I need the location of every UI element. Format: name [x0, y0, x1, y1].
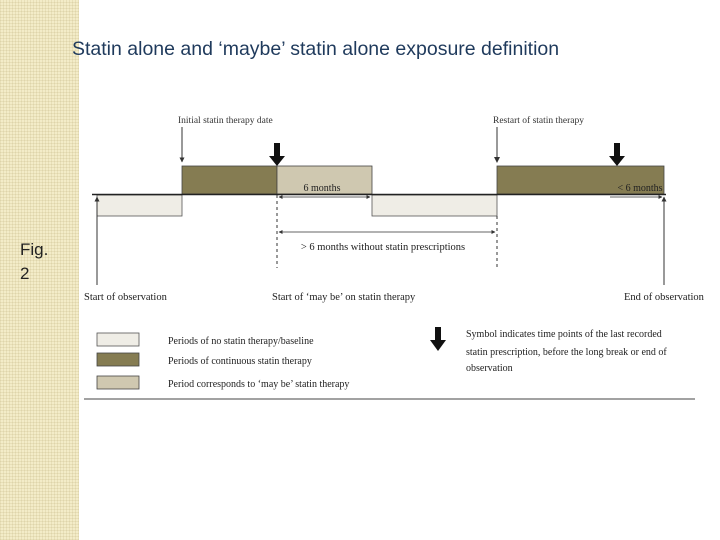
legend-maybe-label: Period corresponds to ‘may be’ statin therapy [168, 379, 350, 390]
restart-therapy-label: Restart of statin therapy [493, 116, 585, 126]
restart-pointer-head [494, 157, 500, 163]
legend-swatch-maybe [97, 376, 139, 389]
continuous-statin-period-1 [182, 166, 277, 194]
legend-swatch-no-statin [97, 333, 139, 346]
legend-arrow-icon [430, 327, 446, 351]
six-months-label: 6 months [303, 183, 341, 194]
legend-symbol-text-line1: Symbol indicates time points of the last recorded [466, 329, 662, 340]
slide-title: Statin alone and ‘maybe’ statin alone exposure definition [72, 38, 560, 60]
start-maybe-label: Start of ‘may be’ on statin therapy [272, 292, 416, 303]
legend-symbol-text-line3: observation [466, 363, 513, 374]
gap-duration-label: > 6 months without statin prescriptions [300, 242, 466, 253]
figure-label: Fig. 2 [20, 240, 49, 283]
end-observation-label: End of observation [624, 292, 704, 303]
legend [97, 327, 667, 390]
last-prescription-arrow-icon [269, 143, 285, 166]
legend-symbol-text-line2: statin prescription, before the long break or end of [466, 347, 667, 358]
legend-swatch-continuous [97, 353, 139, 366]
no-statin-gap-bar [372, 195, 497, 216]
initial-therapy-date-label: Initial statin therapy date [178, 116, 273, 126]
last-prescription-arrow-icon [609, 143, 625, 166]
legend-continuous-label: Periods of continuous statin therapy [168, 356, 312, 367]
legend-no-statin-label: Periods of no statin therapy/baseline [168, 336, 314, 347]
less-than-six-months-label: < 6 months [617, 183, 663, 194]
baseline-period-bar [97, 195, 182, 216]
start-observation-label: Start of observation [84, 292, 167, 303]
